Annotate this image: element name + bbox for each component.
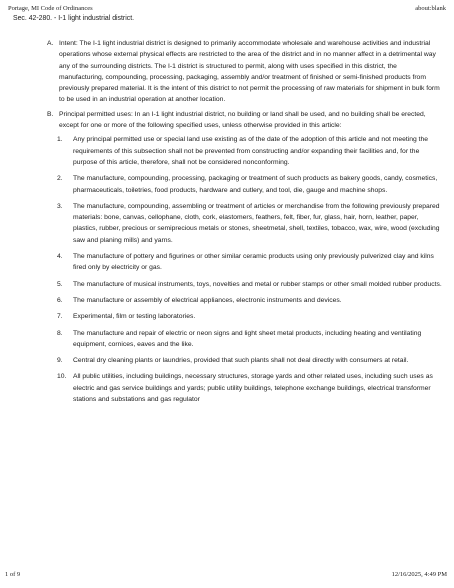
list-item-text: Central dry cleaning plants or laundries, provided that such plants shall not deal directly with consumers at retail. — [73, 357, 409, 365]
list-item-number: 5. — [57, 280, 63, 288]
list-item-text: The manufacture of musical instruments, toys, novelties and metal or rubber stamps or other small molded rubber products. — [73, 280, 442, 288]
list-item-number: 6. — [57, 296, 63, 304]
list-item — [57, 201, 442, 246]
list-item-number: 2. — [57, 175, 63, 183]
page-counter: 1 of 9 — [5, 570, 21, 578]
paragraph-text: Intent: The I-1 light industrial district is designed to primarily accommodate wholesale and warehouse activities and industrial operations whose external physical effects are restricted to the area of the district and in no manner affect in a detrimental way any of the surrounding districts. The I-1 district is structured to permit, along with uses specified in this district, the manufacturing, compounding, processing, packaging, assembly and/or treatment of finished or semi-finished products from previously prepared material. It is the intent of this district to not permit the processing of raw materials for shipment in bulk form to be used in an industrial operation at another location. — [59, 40, 440, 104]
paragraph-marker: A. — [47, 40, 54, 47]
list-item-number: 1. — [57, 136, 63, 144]
list-item-text: All public utilities, including buildings, necessary structures, storage yards and other related uses, including such uses as electric and gas service buildings and yards; public utility buildings, telephone exchange buildings, electrical transformer stations and substations and gas regulator — [73, 373, 433, 404]
list-item-number: 10. — [57, 373, 67, 381]
permitted-uses-list — [57, 134, 442, 405]
list-item-number: 4. — [57, 253, 63, 261]
list-item-number: 7. — [57, 313, 63, 321]
list-item-text: The manufacture and repair of electric or neon signs and light sheet metal products, including heating and ventilating equipment, cornices, eaves and the like. — [73, 329, 422, 348]
list-item — [57, 355, 442, 366]
list-item-text: Any principal permitted use or special land use existing as of the date of the adoption of this article and not meeting the requirements of this subsection shall not be prevented from constructing and/or expanding their facilities and, for the purpose of this article, therefore, shall not be considered nonconforming. — [73, 136, 428, 166]
list-item-number: 9. — [57, 357, 63, 365]
print-header-url: about:blank — [415, 5, 446, 12]
print-header-title: Portage, MI Code of Ordinances — [8, 5, 93, 12]
list-item — [57, 173, 442, 196]
section-title: Sec. 42-280. - I-1 light industrial district. — [13, 15, 135, 22]
paragraph-a-intent — [47, 38, 442, 106]
ordinance-body — [47, 38, 442, 410]
print-timestamp: 12/16/2025, 4:49 PM — [391, 570, 447, 578]
list-item-number: 8. — [57, 329, 63, 337]
paragraph-text: Principal permitted uses: In an I-1 light industrial district, no building or land shall be used, and no building shall be erected, except for one or more of the following specified uses, unless otherwise provided in this article: — [59, 110, 426, 130]
list-item — [57, 134, 442, 168]
list-item-number: 3. — [57, 202, 63, 210]
paragraph-b-permitted-uses — [47, 109, 442, 132]
list-item-text: The manufacture, compounding, processing, packaging or treatment of such products as bakery goods, candy, cosmetics, pharmaceuticals, toiletries, food products, hardware and cutlery, and tool, die, gauge and machine shops. — [73, 175, 438, 194]
list-item — [57, 311, 442, 322]
list-item — [57, 371, 442, 405]
paragraph-marker: B. — [47, 110, 54, 118]
list-item-text: The manufacture of pottery and figurines or other similar ceramic products using only previously pulverized clay and kilns fired only by electricity or gas. — [73, 253, 434, 272]
list-item — [57, 295, 442, 306]
list-item — [57, 251, 442, 274]
list-item-text: The manufacture, compounding, assembling or treatment of articles or merchandise from the following previously prepared materials: bone, canvas, cellophane, cloth, cork, elastomers, feathers, felt, fiber, fur, glass, hair, horn, leather, paper, plastics, rubber, precious or semiprecious metals or stones, sheetmetal, shell, textiles, tobacco, wax, wire, wood (excluding saw and planing mills) and yarns. — [73, 202, 440, 244]
list-item-text: Experimental, film or testing laboratories. — [73, 313, 196, 321]
list-item — [57, 279, 442, 290]
list-item-text: The manufacture or assembly of electrical appliances, electronic instruments and devices. — [73, 296, 342, 304]
list-item — [57, 328, 442, 351]
